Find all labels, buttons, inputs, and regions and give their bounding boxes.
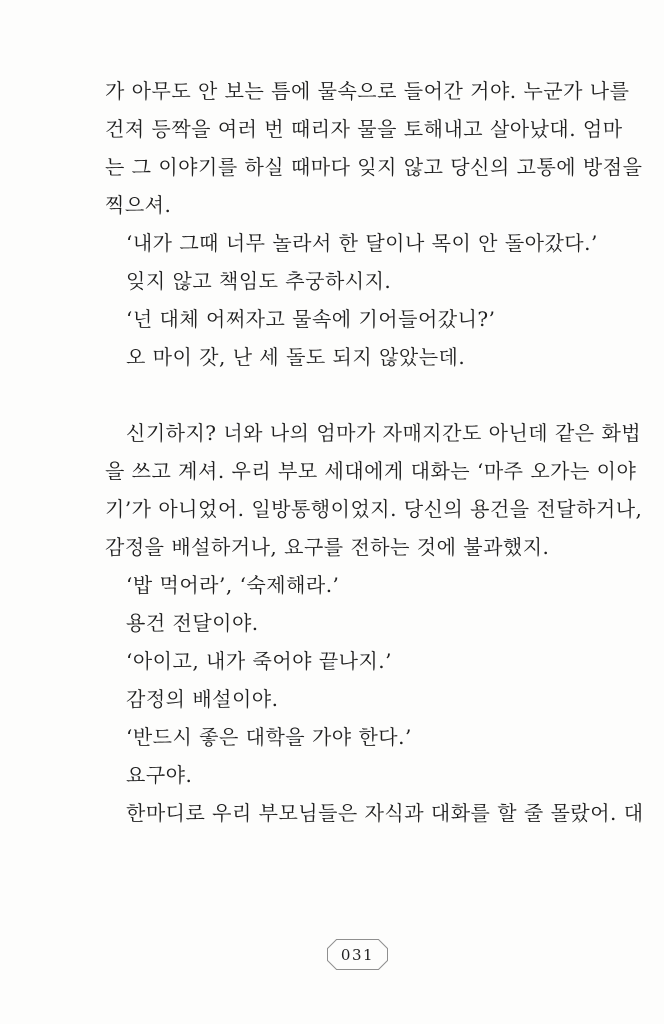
text-line: 잊지 않고 책임도 추궁하시지.: [126, 269, 392, 293]
text-line: 을 쓰고 계셔. 우리 부모 세대에게 대화는 ‘마주 오가는 이야: [105, 459, 637, 483]
paragraph-gap: [105, 376, 577, 414]
text-line: 는 그 이야기를 하실 때마다 잊지 않고 당신의 고통에 방점을: [105, 155, 643, 179]
text-line: 가 아무도 안 보는 틈에 물속으로 들어간 거야. 누군가 나를: [105, 79, 630, 103]
page-number-badge: [327, 939, 388, 970]
page-number: 031: [340, 946, 375, 964]
text-line: 감정을 배설하거나, 요구를 전하는 것에 불과했지.: [105, 535, 550, 559]
text-line: 감정의 배설이야.: [126, 687, 279, 711]
text-line: 건져 등짝을 여러 번 때리자 물을 토해내고 살아났대. 엄마: [105, 117, 623, 141]
text-line: ‘넌 대체 어쩌자고 물속에 기어들어갔니?’: [126, 307, 496, 331]
text-line: ‘내가 그때 너무 놀라서 한 달이나 목이 안 돌아갔다.’: [126, 231, 598, 255]
text-line: 기’가 아니었어. 일방통행이었지. 당신의 용건을 전달하거나,: [105, 497, 643, 521]
text-line: ‘반드시 좋은 대학을 가야 한다.’: [126, 725, 412, 749]
text-line: ‘밥 먹어라’, ‘숙제해라.’: [126, 573, 340, 597]
text-line: ‘아이고, 내가 죽어야 끝나지.’: [126, 649, 393, 673]
text-line: 신기하지? 너와 나의 엄마가 자매지간도 아닌데 같은 화법: [126, 421, 642, 445]
body-text: [105, 72, 644, 832]
text-line: 오 마이 갓, 난 세 돌도 되지 않았는데.: [126, 345, 466, 369]
octagon-frame-icon: [327, 939, 388, 970]
text-line: 용건 전달이야.: [126, 611, 259, 635]
text-line: 한마디로 우리 부모님들은 자식과 대화를 할 줄 몰랐어. 대: [126, 801, 644, 825]
text-line: 찍으셔.: [105, 193, 172, 217]
text-line: 요구야.: [126, 763, 193, 787]
